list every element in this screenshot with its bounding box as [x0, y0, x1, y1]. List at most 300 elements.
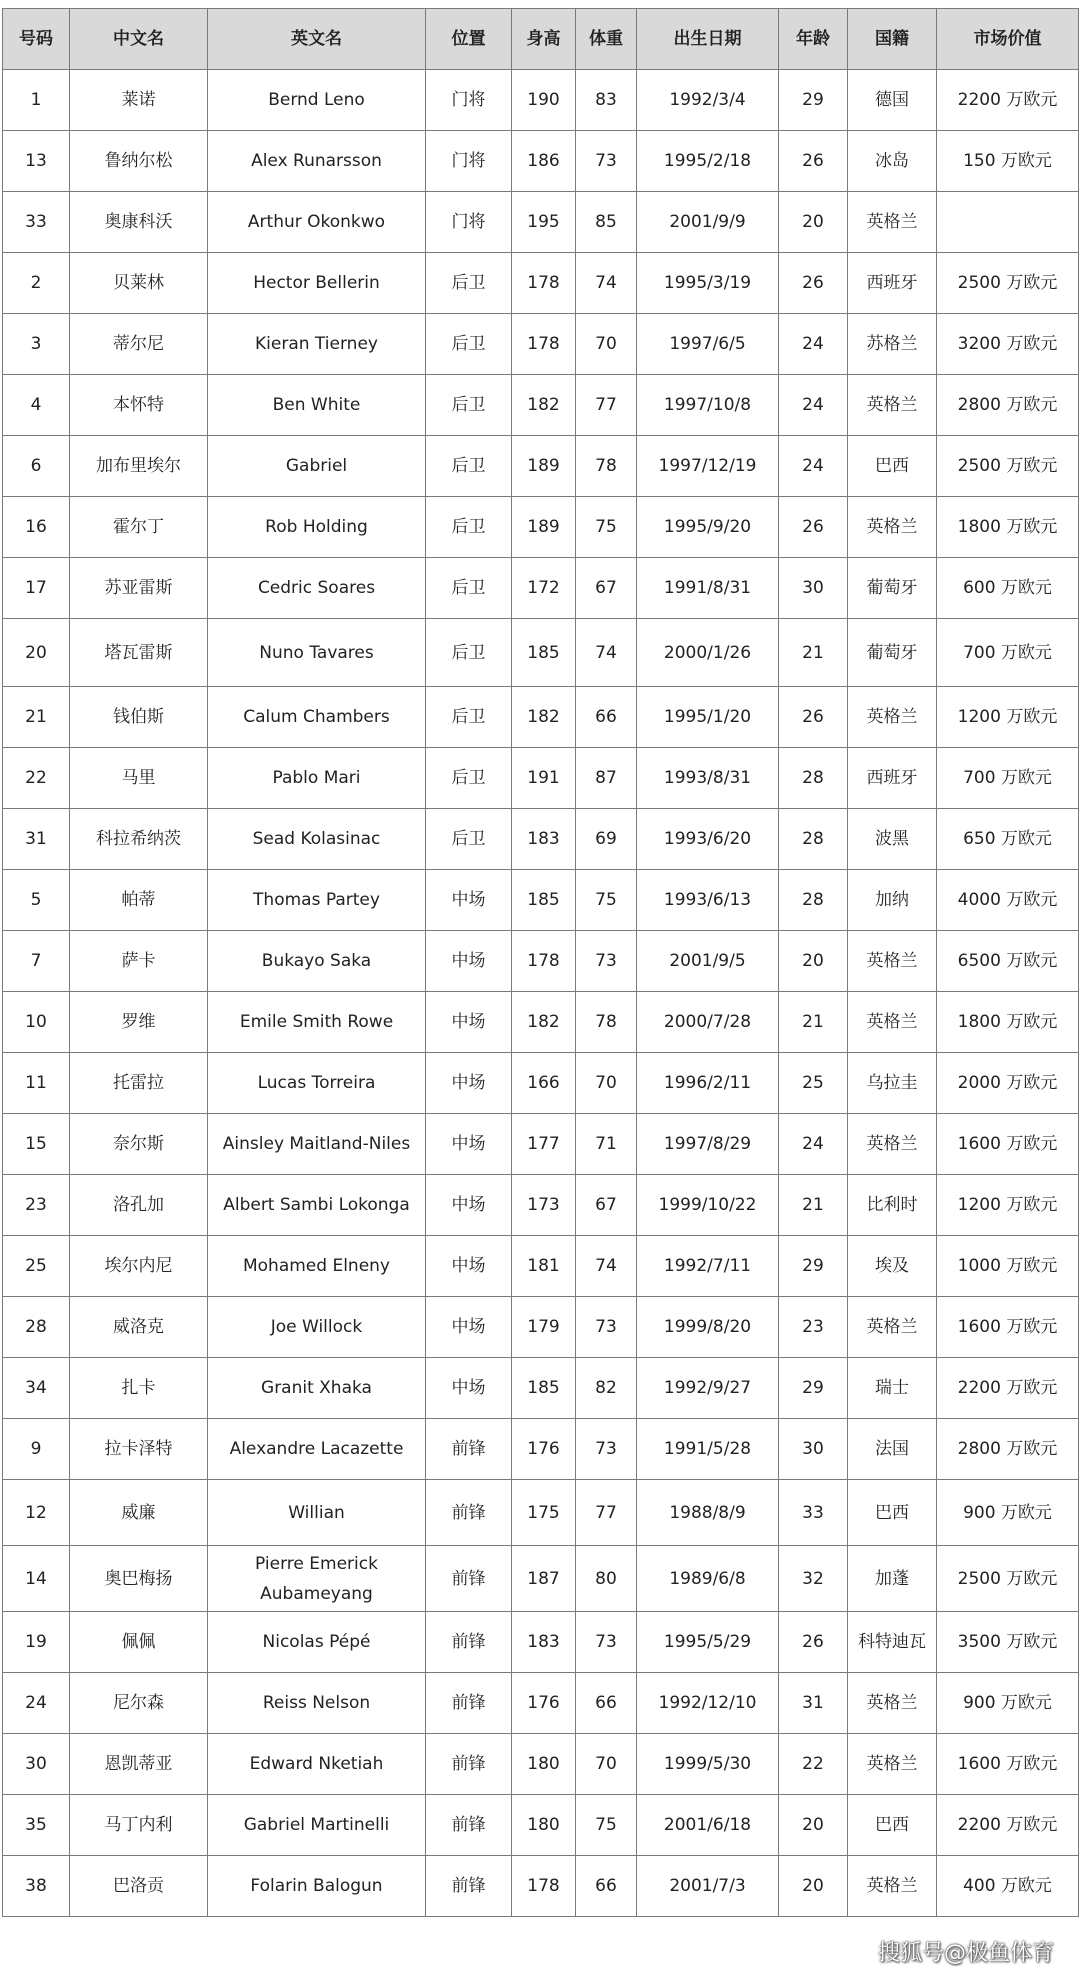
cell-nationality: 英格兰 [848, 497, 937, 558]
cell-number: 38 [3, 1856, 70, 1917]
roster-table [2, 8, 1079, 1917]
cell-weight: 74 [576, 253, 637, 314]
cell-birth-date: 1989/6/8 [637, 1546, 779, 1612]
cell-nationality: 英格兰 [848, 1856, 937, 1917]
cell-position: 后卫 [426, 497, 512, 558]
cell-number: 25 [3, 1236, 70, 1297]
cell-chinese-name: 科拉希纳茨 [70, 809, 208, 870]
cell-position: 门将 [426, 192, 512, 253]
cell-position: 中场 [426, 1053, 512, 1114]
cell-age: 23 [779, 1297, 848, 1358]
header-nationality: 国籍 [848, 9, 937, 70]
table-row [3, 1734, 1079, 1795]
cell-nationality: 英格兰 [848, 1734, 937, 1795]
cell-birth-date: 1993/6/13 [637, 870, 779, 931]
cell-position: 中场 [426, 1236, 512, 1297]
cell-nationality: 苏格兰 [848, 314, 937, 375]
cell-birth-date: 1999/5/30 [637, 1734, 779, 1795]
cell-number: 22 [3, 748, 70, 809]
cell-chinese-name: 霍尔丁 [70, 497, 208, 558]
cell-english-name: Arthur Okonkwo [208, 192, 426, 253]
cell-weight: 73 [576, 931, 637, 992]
cell-birth-date: 1997/6/5 [637, 314, 779, 375]
cell-age: 28 [779, 748, 848, 809]
cell-birth-date: 2001/6/18 [637, 1795, 779, 1856]
cell-weight: 69 [576, 809, 637, 870]
table-row [3, 70, 1079, 131]
cell-birth-date: 1992/3/4 [637, 70, 779, 131]
cell-age: 21 [779, 992, 848, 1053]
cell-position: 前锋 [426, 1795, 512, 1856]
cell-english-name: Rob Holding [208, 497, 426, 558]
cell-chinese-name: 苏亚雷斯 [70, 558, 208, 619]
cell-english-name: Nicolas Pépé [208, 1612, 426, 1673]
cell-height: 178 [512, 931, 576, 992]
cell-height: 178 [512, 1856, 576, 1917]
cell-chinese-name: 贝莱林 [70, 253, 208, 314]
table-row [3, 992, 1079, 1053]
cell-weight: 77 [576, 1480, 637, 1546]
cell-weight: 70 [576, 314, 637, 375]
cell-nationality: 比利时 [848, 1175, 937, 1236]
cell-age: 26 [779, 131, 848, 192]
cell-birth-date: 1997/12/19 [637, 436, 779, 497]
cell-height: 182 [512, 375, 576, 436]
header-position: 位置 [426, 9, 512, 70]
cell-position: 后卫 [426, 436, 512, 497]
cell-number: 14 [3, 1546, 70, 1612]
table-row [3, 748, 1079, 809]
table-row [3, 558, 1079, 619]
cell-nationality: 英格兰 [848, 192, 937, 253]
cell-height: 180 [512, 1734, 576, 1795]
cell-position: 前锋 [426, 1734, 512, 1795]
cell-english-name: Calum Chambers [208, 687, 426, 748]
cell-age: 32 [779, 1546, 848, 1612]
cell-position: 前锋 [426, 1546, 512, 1612]
cell-birth-date: 1991/5/28 [637, 1419, 779, 1480]
cell-market-value: 650 万欧元 [937, 809, 1079, 870]
cell-chinese-name: 鲁纳尔松 [70, 131, 208, 192]
cell-birth-date: 1995/2/18 [637, 131, 779, 192]
cell-height: 189 [512, 497, 576, 558]
cell-height: 185 [512, 619, 576, 687]
cell-number: 12 [3, 1480, 70, 1546]
cell-weight: 78 [576, 436, 637, 497]
cell-market-value: 3500 万欧元 [937, 1612, 1079, 1673]
cell-nationality: 西班牙 [848, 253, 937, 314]
cell-birth-date: 1999/10/22 [637, 1175, 779, 1236]
cell-birth-date: 1993/8/31 [637, 748, 779, 809]
table-row [3, 1856, 1079, 1917]
cell-market-value: 900 万欧元 [937, 1673, 1079, 1734]
cell-height: 178 [512, 253, 576, 314]
cell-chinese-name: 帕蒂 [70, 870, 208, 931]
cell-chinese-name: 塔瓦雷斯 [70, 619, 208, 687]
cell-english-name: Gabriel Martinelli [208, 1795, 426, 1856]
cell-height: 191 [512, 748, 576, 809]
table-row [3, 253, 1079, 314]
cell-market-value: 2500 万欧元 [937, 1546, 1079, 1612]
cell-birth-date: 1991/8/31 [637, 558, 779, 619]
cell-market-value: 2800 万欧元 [937, 375, 1079, 436]
cell-number: 13 [3, 131, 70, 192]
table-row [3, 1236, 1079, 1297]
cell-position: 后卫 [426, 375, 512, 436]
header-birth-date: 出生日期 [637, 9, 779, 70]
cell-age: 20 [779, 192, 848, 253]
cell-market-value: 900 万欧元 [937, 1480, 1079, 1546]
cell-position: 中场 [426, 1175, 512, 1236]
cell-number: 19 [3, 1612, 70, 1673]
cell-weight: 77 [576, 375, 637, 436]
cell-nationality: 英格兰 [848, 1297, 937, 1358]
cell-nationality: 加纳 [848, 870, 937, 931]
cell-weight: 87 [576, 748, 637, 809]
cell-english-name: Pierre Emerick Aubameyang [208, 1546, 426, 1612]
cell-market-value: 2200 万欧元 [937, 1358, 1079, 1419]
cell-number: 16 [3, 497, 70, 558]
cell-nationality: 加蓬 [848, 1546, 937, 1612]
cell-market-value: 1800 万欧元 [937, 992, 1079, 1053]
cell-position: 后卫 [426, 253, 512, 314]
cell-english-name: Ainsley Maitland-Niles [208, 1114, 426, 1175]
cell-birth-date: 1988/8/9 [637, 1480, 779, 1546]
cell-number: 34 [3, 1358, 70, 1419]
cell-position: 门将 [426, 131, 512, 192]
cell-age: 24 [779, 436, 848, 497]
cell-number: 4 [3, 375, 70, 436]
cell-nationality: 英格兰 [848, 992, 937, 1053]
cell-weight: 75 [576, 497, 637, 558]
cell-weight: 73 [576, 1297, 637, 1358]
cell-english-name: Cedric Soares [208, 558, 426, 619]
cell-weight: 70 [576, 1734, 637, 1795]
cell-english-name: Ben White [208, 375, 426, 436]
cell-chinese-name: 马丁内利 [70, 1795, 208, 1856]
cell-height: 190 [512, 70, 576, 131]
cell-chinese-name: 威洛克 [70, 1297, 208, 1358]
cell-height: 189 [512, 436, 576, 497]
cell-age: 29 [779, 1236, 848, 1297]
cell-nationality: 冰岛 [848, 131, 937, 192]
cell-number: 20 [3, 619, 70, 687]
cell-market-value: 1600 万欧元 [937, 1114, 1079, 1175]
cell-position: 中场 [426, 1297, 512, 1358]
cell-height: 183 [512, 809, 576, 870]
cell-english-name: Sead Kolasinac [208, 809, 426, 870]
table-row [3, 375, 1079, 436]
cell-height: 187 [512, 1546, 576, 1612]
cell-number: 10 [3, 992, 70, 1053]
cell-chinese-name: 尼尔森 [70, 1673, 208, 1734]
cell-height: 176 [512, 1419, 576, 1480]
cell-market-value: 2500 万欧元 [937, 253, 1079, 314]
table-row [3, 809, 1079, 870]
cell-weight: 82 [576, 1358, 637, 1419]
cell-height: 178 [512, 314, 576, 375]
cell-height: 186 [512, 131, 576, 192]
table-row [3, 931, 1079, 992]
cell-market-value: 1200 万欧元 [937, 687, 1079, 748]
cell-english-name: Kieran Tierney [208, 314, 426, 375]
cell-height: 180 [512, 1795, 576, 1856]
cell-english-name: Bernd Leno [208, 70, 426, 131]
cell-weight: 73 [576, 1419, 637, 1480]
cell-height: 185 [512, 1358, 576, 1419]
cell-market-value: 1200 万欧元 [937, 1175, 1079, 1236]
cell-position: 前锋 [426, 1612, 512, 1673]
header-height: 身高 [512, 9, 576, 70]
cell-birth-date: 1992/12/10 [637, 1673, 779, 1734]
cell-weight: 74 [576, 1236, 637, 1297]
cell-chinese-name: 钱伯斯 [70, 687, 208, 748]
cell-weight: 71 [576, 1114, 637, 1175]
table-row [3, 1053, 1079, 1114]
cell-weight: 75 [576, 870, 637, 931]
cell-english-name: Edward Nketiah [208, 1734, 426, 1795]
cell-age: 29 [779, 1358, 848, 1419]
cell-number: 11 [3, 1053, 70, 1114]
cell-market-value: 2800 万欧元 [937, 1419, 1079, 1480]
cell-birth-date: 2000/7/28 [637, 992, 779, 1053]
cell-english-name: Willian [208, 1480, 426, 1546]
table-row [3, 1114, 1079, 1175]
cell-nationality: 西班牙 [848, 748, 937, 809]
cell-height: 185 [512, 870, 576, 931]
cell-nationality: 巴西 [848, 1480, 937, 1546]
cell-nationality: 埃及 [848, 1236, 937, 1297]
table-row [3, 1795, 1079, 1856]
cell-chinese-name: 托雷拉 [70, 1053, 208, 1114]
cell-nationality: 英格兰 [848, 375, 937, 436]
cell-market-value: 6500 万欧元 [937, 931, 1079, 992]
cell-english-name: Alexandre Lacazette [208, 1419, 426, 1480]
cell-weight: 73 [576, 131, 637, 192]
cell-english-name: Hector Bellerin [208, 253, 426, 314]
cell-age: 33 [779, 1480, 848, 1546]
table-row [3, 436, 1079, 497]
cell-market-value: 3200 万欧元 [937, 314, 1079, 375]
cell-weight: 74 [576, 619, 637, 687]
cell-age: 24 [779, 314, 848, 375]
cell-age: 28 [779, 809, 848, 870]
cell-chinese-name: 马里 [70, 748, 208, 809]
cell-number: 23 [3, 1175, 70, 1236]
header-row [3, 9, 1079, 70]
cell-position: 前锋 [426, 1856, 512, 1917]
cell-market-value: 700 万欧元 [937, 748, 1079, 809]
cell-age: 29 [779, 70, 848, 131]
table-row [3, 619, 1079, 687]
cell-nationality: 葡萄牙 [848, 558, 937, 619]
cell-nationality: 英格兰 [848, 931, 937, 992]
cell-weight: 66 [576, 1856, 637, 1917]
cell-chinese-name: 佩佩 [70, 1612, 208, 1673]
cell-nationality: 德国 [848, 70, 937, 131]
cell-english-name: Joe Willock [208, 1297, 426, 1358]
cell-age: 26 [779, 253, 848, 314]
cell-market-value: 400 万欧元 [937, 1856, 1079, 1917]
cell-nationality: 瑞士 [848, 1358, 937, 1419]
cell-nationality: 巴西 [848, 1795, 937, 1856]
cell-number: 3 [3, 314, 70, 375]
cell-english-name: Granit Xhaka [208, 1358, 426, 1419]
cell-age: 28 [779, 870, 848, 931]
cell-weight: 67 [576, 1175, 637, 1236]
cell-position: 中场 [426, 1114, 512, 1175]
cell-chinese-name: 罗维 [70, 992, 208, 1053]
cell-weight: 85 [576, 192, 637, 253]
cell-position: 后卫 [426, 619, 512, 687]
cell-market-value: 1600 万欧元 [937, 1297, 1079, 1358]
cell-height: 175 [512, 1480, 576, 1546]
cell-height: 176 [512, 1673, 576, 1734]
cell-position: 后卫 [426, 558, 512, 619]
cell-market-value [937, 192, 1079, 253]
table-row [3, 1612, 1079, 1673]
table-row [3, 192, 1079, 253]
cell-nationality: 乌拉圭 [848, 1053, 937, 1114]
cell-chinese-name: 本怀特 [70, 375, 208, 436]
table-row [3, 1175, 1079, 1236]
cell-birth-date: 1995/9/20 [637, 497, 779, 558]
cell-chinese-name: 蒂尔尼 [70, 314, 208, 375]
header-number: 号码 [3, 9, 70, 70]
cell-number: 21 [3, 687, 70, 748]
header-english-name: 英文名 [208, 9, 426, 70]
cell-number: 6 [3, 436, 70, 497]
cell-nationality: 英格兰 [848, 1673, 937, 1734]
cell-weight: 67 [576, 558, 637, 619]
cell-nationality: 英格兰 [848, 1114, 937, 1175]
cell-market-value: 4000 万欧元 [937, 870, 1079, 931]
cell-chinese-name: 洛孔加 [70, 1175, 208, 1236]
cell-age: 20 [779, 931, 848, 992]
cell-age: 26 [779, 497, 848, 558]
cell-age: 24 [779, 375, 848, 436]
cell-height: 183 [512, 1612, 576, 1673]
cell-number: 7 [3, 931, 70, 992]
cell-birth-date: 1992/9/27 [637, 1358, 779, 1419]
cell-number: 35 [3, 1795, 70, 1856]
cell-nationality: 巴西 [848, 436, 937, 497]
cell-birth-date: 1999/8/20 [637, 1297, 779, 1358]
table-row [3, 1546, 1079, 1612]
cell-weight: 70 [576, 1053, 637, 1114]
cell-chinese-name: 拉卡泽特 [70, 1419, 208, 1480]
cell-number: 17 [3, 558, 70, 619]
cell-birth-date: 1992/7/11 [637, 1236, 779, 1297]
cell-chinese-name: 莱诺 [70, 70, 208, 131]
cell-height: 166 [512, 1053, 576, 1114]
cell-birth-date: 1995/3/19 [637, 253, 779, 314]
cell-chinese-name: 奥康科沃 [70, 192, 208, 253]
cell-birth-date: 2001/9/9 [637, 192, 779, 253]
cell-english-name: Reiss Nelson [208, 1673, 426, 1734]
table-row [3, 1480, 1079, 1546]
table-row [3, 314, 1079, 375]
cell-english-name: Mohamed Elneny [208, 1236, 426, 1297]
cell-chinese-name: 奥巴梅扬 [70, 1546, 208, 1612]
cell-birth-date: 1996/2/11 [637, 1053, 779, 1114]
cell-height: 173 [512, 1175, 576, 1236]
table-row [3, 870, 1079, 931]
cell-number: 30 [3, 1734, 70, 1795]
cell-number: 1 [3, 70, 70, 131]
cell-weight: 73 [576, 1612, 637, 1673]
cell-nationality: 法国 [848, 1419, 937, 1480]
cell-english-name: Pablo Mari [208, 748, 426, 809]
cell-market-value: 1000 万欧元 [937, 1236, 1079, 1297]
cell-english-name: Bukayo Saka [208, 931, 426, 992]
header-age: 年龄 [779, 9, 848, 70]
cell-position: 门将 [426, 70, 512, 131]
cell-weight: 78 [576, 992, 637, 1053]
cell-weight: 66 [576, 1673, 637, 1734]
cell-chinese-name: 加布里埃尔 [70, 436, 208, 497]
cell-market-value: 2500 万欧元 [937, 436, 1079, 497]
table-row [3, 1673, 1079, 1734]
table-row [3, 687, 1079, 748]
cell-market-value: 600 万欧元 [937, 558, 1079, 619]
cell-english-name: Folarin Balogun [208, 1856, 426, 1917]
cell-age: 20 [779, 1856, 848, 1917]
cell-birth-date: 1997/10/8 [637, 375, 779, 436]
cell-market-value: 2200 万欧元 [937, 70, 1079, 131]
cell-birth-date: 2000/1/26 [637, 619, 779, 687]
cell-position: 前锋 [426, 1419, 512, 1480]
table-row [3, 131, 1079, 192]
cell-english-name: Thomas Partey [208, 870, 426, 931]
table-row [3, 1297, 1079, 1358]
cell-height: 181 [512, 1236, 576, 1297]
cell-age: 21 [779, 619, 848, 687]
cell-english-name: Gabriel [208, 436, 426, 497]
cell-weight: 83 [576, 70, 637, 131]
header-chinese-name: 中文名 [70, 9, 208, 70]
cell-number: 2 [3, 253, 70, 314]
header-weight: 体重 [576, 9, 637, 70]
cell-age: 22 [779, 1734, 848, 1795]
cell-number: 9 [3, 1419, 70, 1480]
cell-height: 182 [512, 687, 576, 748]
cell-position: 前锋 [426, 1480, 512, 1546]
cell-market-value: 2000 万欧元 [937, 1053, 1079, 1114]
cell-birth-date: 2001/9/5 [637, 931, 779, 992]
cell-number: 33 [3, 192, 70, 253]
cell-height: 182 [512, 992, 576, 1053]
cell-age: 25 [779, 1053, 848, 1114]
cell-age: 24 [779, 1114, 848, 1175]
cell-nationality: 英格兰 [848, 687, 937, 748]
cell-market-value: 150 万欧元 [937, 131, 1079, 192]
cell-number: 28 [3, 1297, 70, 1358]
cell-position: 后卫 [426, 809, 512, 870]
cell-nationality: 波黑 [848, 809, 937, 870]
cell-age: 30 [779, 558, 848, 619]
cell-age: 31 [779, 1673, 848, 1734]
cell-birth-date: 2001/7/3 [637, 1856, 779, 1917]
cell-position: 前锋 [426, 1673, 512, 1734]
cell-height: 172 [512, 558, 576, 619]
cell-birth-date: 1995/1/20 [637, 687, 779, 748]
cell-chinese-name: 威廉 [70, 1480, 208, 1546]
cell-chinese-name: 扎卡 [70, 1358, 208, 1419]
table-row [3, 1358, 1079, 1419]
cell-age: 20 [779, 1795, 848, 1856]
cell-birth-date: 1997/8/29 [637, 1114, 779, 1175]
